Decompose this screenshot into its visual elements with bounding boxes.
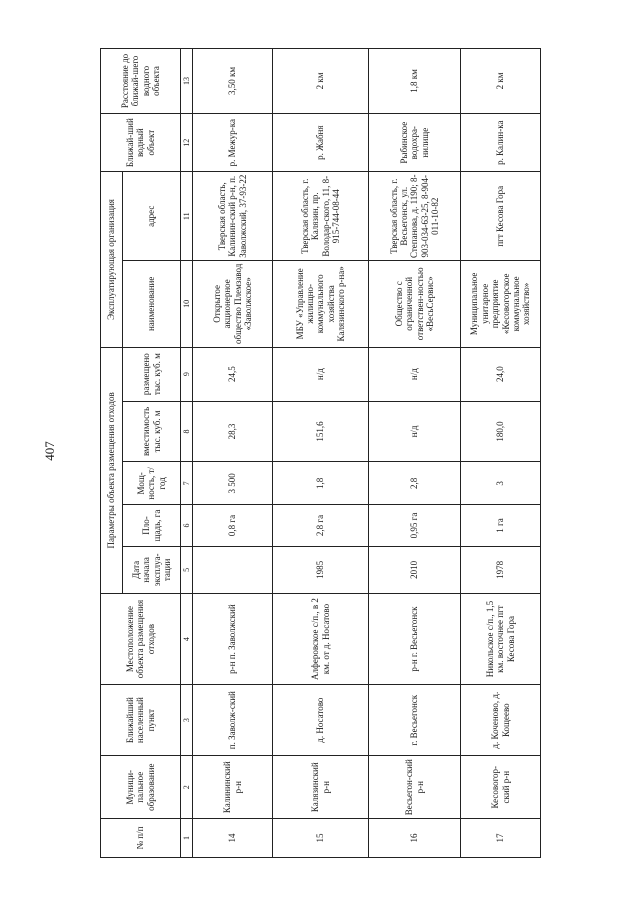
table-row [461, 49, 541, 858]
column-number: 11 [181, 172, 193, 261]
page-number: 407 [42, 441, 57, 461]
cell-org-name: МБУ «Управление жилищно-коммунального хозяйства Калязинского р-на» [273, 261, 369, 348]
cell-number: 15 [273, 819, 369, 858]
cell-start-date: 1985 [273, 546, 369, 594]
column-number: 1 [181, 819, 193, 858]
header-org-name: наименование [123, 261, 181, 348]
cell-distance: 2 км [273, 49, 369, 114]
cell-number: 17 [461, 819, 541, 858]
cell-area: 0,95 га [369, 505, 461, 546]
cell-municipality: Калязинский р-н [273, 756, 369, 819]
cell-org-name: Общество с ограниченной ответствен-ностью «ВесьСервис» [369, 261, 461, 348]
cell-volume: 151,6 [273, 401, 369, 462]
column-number: 7 [181, 462, 193, 505]
cell-number: 16 [369, 819, 461, 858]
cell-settlement: г. Весьегонск [369, 684, 461, 755]
header-start-date: Дата начала эксплуа-тации [123, 546, 181, 594]
header-number: № п/п [101, 819, 181, 858]
cell-placed: н/д [273, 347, 369, 401]
cell-org-address: пгт Кесова Гора [461, 172, 541, 261]
header-distance: Расстояние до ближай-шего водного объекта [101, 49, 181, 114]
table-row [273, 49, 369, 858]
cell-area: 1 га [461, 505, 541, 546]
table-row [193, 49, 273, 858]
rotated-table-sheet [100, 48, 540, 858]
cell-org-name: Муниципальное унитарное предприятие «Кесовогорское коммунальное хозяйство» [461, 261, 541, 348]
cell-settlement: д. Носатово [273, 684, 369, 755]
cell-capacity: 3 [461, 462, 541, 505]
cell-volume: н/д [369, 401, 461, 462]
table-row [369, 49, 461, 858]
cell-number: 14 [193, 819, 273, 858]
cell-start-date: 1978 [461, 546, 541, 594]
cell-distance: 2 км [461, 49, 541, 114]
cell-org-address: Тверская область, г. Калязин, пр. Володар-ского, 11, 8-915-744-08-44 [273, 172, 369, 261]
cell-area: 0,8 га [193, 505, 273, 546]
cell-water-body: р. Межур-ка [193, 114, 273, 172]
cell-distance: 3,50 км [193, 49, 273, 114]
header-placed: размещено тыс. куб. м [123, 347, 181, 401]
header-location: Местоположение объекта размещения отходов [101, 594, 181, 685]
cell-capacity: 2,8 [369, 462, 461, 505]
cell-water-body: р. Жабня [273, 114, 369, 172]
cell-placed: н/д [369, 347, 461, 401]
cell-capacity: 1,8 [273, 462, 369, 505]
column-number: 4 [181, 594, 193, 685]
cell-area: 2,8 га [273, 505, 369, 546]
column-number: 8 [181, 401, 193, 462]
column-number: 10 [181, 261, 193, 348]
column-number: 2 [181, 756, 193, 819]
header-area: Пло-щадь, га [123, 505, 181, 546]
header-water-body: Ближай-ший водный объект [101, 114, 181, 172]
header-group-params: Параметры объекта размещения отходов [101, 347, 123, 594]
cell-municipality: Калининский р-н [193, 756, 273, 819]
cell-placed: 24,5 [193, 347, 273, 401]
cell-distance: 1,8 км [369, 49, 461, 114]
column-number: 3 [181, 684, 193, 755]
cell-location: Никольское с/п., 1,5 км. восточнее пгт Кесова Гора [461, 594, 541, 685]
cell-volume: 28,3 [193, 401, 273, 462]
cell-water-body: Рыбинское водохра-нилище [369, 114, 461, 172]
cell-settlement: п. Заволж-ский [193, 684, 273, 755]
header-settlement: Ближайший населенный пункт [101, 684, 181, 755]
cell-location: р-н г. Весьегонск [369, 594, 461, 685]
header-org-address: адрес [123, 172, 181, 261]
column-number: 12 [181, 114, 193, 172]
column-number: 6 [181, 505, 193, 546]
cell-org-address: Тверская область, г. Весьегонск, ул. Степанова, д. 1190; 8-903-034-63-25, 8-904-011-10-82 [369, 172, 461, 261]
cell-municipality: Кесовогор-ский р-н [461, 756, 541, 819]
cell-water-body: р. Калин-ка [461, 114, 541, 172]
header-municipality: Муници-пальное образование [101, 756, 181, 819]
cell-start-date [193, 546, 273, 594]
waste-sites-table [100, 48, 541, 858]
header-group-org: Эксплуатирующая организация [101, 172, 123, 347]
cell-capacity: 3 500 [193, 462, 273, 505]
cell-settlement: д. Коченово, д. Кощеево [461, 684, 541, 755]
cell-location: р-н п. Заволжский [193, 594, 273, 685]
header-capacity: Мощ-ность, т/год [123, 462, 181, 505]
cell-start-date: 2010 [369, 546, 461, 594]
cell-volume: 180,0 [461, 401, 541, 462]
column-number: 13 [181, 49, 193, 114]
cell-org-address: Тверская область, Калинин-ский р-н, п. Заволжский, 37-93-22 [193, 172, 273, 261]
header-volume: вместимость тыс. куб. м [123, 401, 181, 462]
cell-location: Алферовское с/п., в 2 км. от д. Носатово [273, 594, 369, 685]
cell-org-name: Открытое акционерное общество Племзавод «Заволжское» [193, 261, 273, 348]
column-number: 9 [181, 347, 193, 401]
cell-placed: 24,0 [461, 347, 541, 401]
cell-municipality: Весьегон-ский р-н [369, 756, 461, 819]
column-number: 5 [181, 546, 193, 594]
